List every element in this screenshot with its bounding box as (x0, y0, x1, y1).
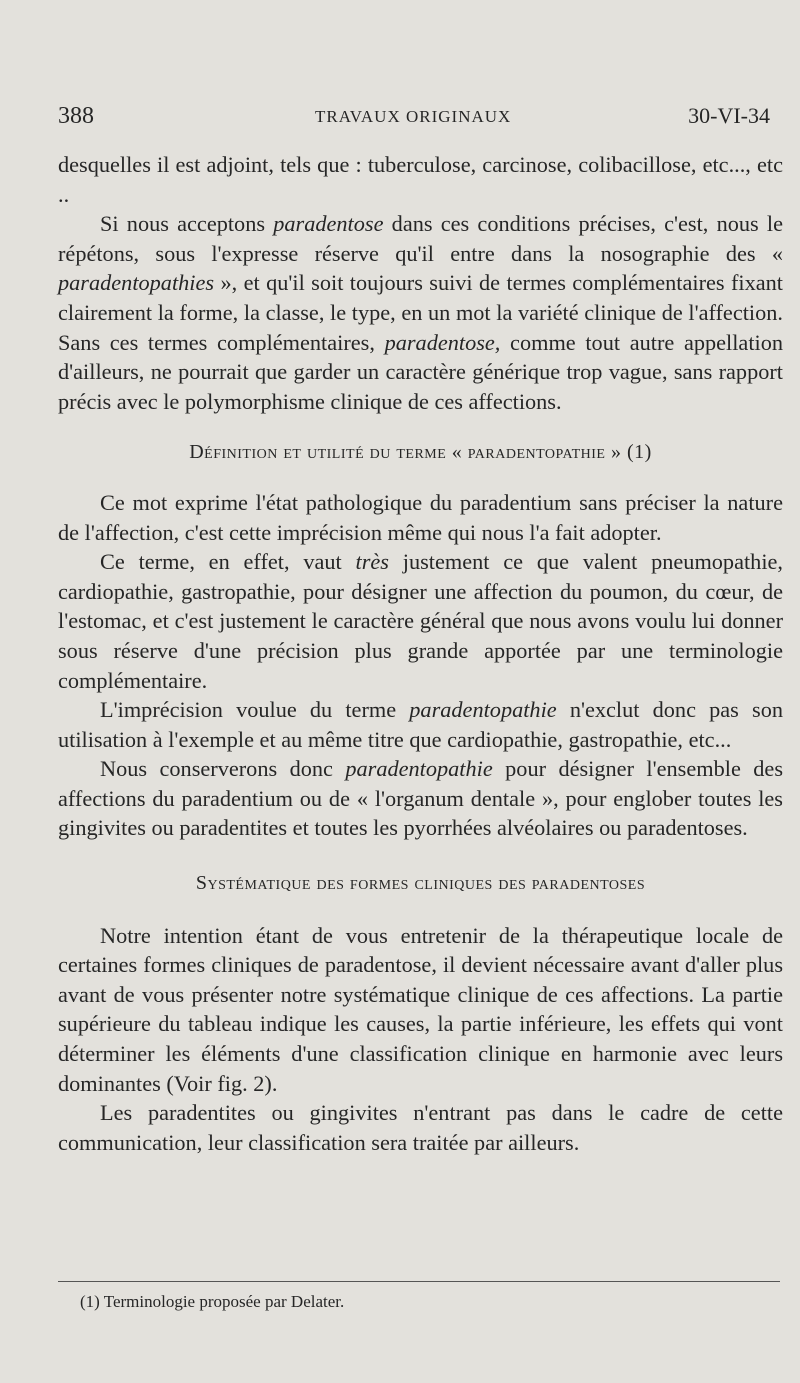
text-run: », et qu'il soit toujours suivi de termes complémentaires fixant clairement la forme, la classe, le type, en un mot la variété clinique de l'affection. Sans ces termes complémentaires, (58, 270, 783, 355)
text-run: dans ces conditions précises, c'est, nous le répétons, sous l'expresse réserve qu'il entre dans la nosographie des « (58, 211, 783, 266)
body-text (58, 150, 783, 1157)
section-heading: Systématique des formes cliniques des paradentoses (195, 872, 646, 895)
italic-term: paradentopathie (345, 756, 493, 782)
page-header (58, 103, 780, 133)
footnote-rule (58, 1281, 780, 1282)
text-run: Nous conserverons donc (100, 756, 346, 782)
text-run: Ce terme, en effet, vaut (100, 549, 356, 575)
page-number: 388 (58, 103, 94, 129)
italic-term: paradentose, (384, 329, 501, 355)
italic-term: paradentopathies (58, 270, 215, 296)
text-run: comme tout autre appellation d'ailleurs, ne pourrait que garder un caractère générique trop vague, sans rapport précis avec le polymorphisme clinique de ces affections. (58, 329, 783, 414)
section-heading: Définition et utilité du terme « paradentopathie » (1) (189, 441, 652, 464)
text-run: pour désigner l'ensemble des affections du paradentium ou de « l'organum dentale », pour englober toutes les gingivites ou paradentites et toutes les pyorrhées alvéolaires ou paradentoses. (58, 756, 783, 841)
paragraph: Ce mot exprime l'état pathologique du paradentium sans préciser la nature de l'affection, c'est cette imprécision même qui nous l'a fait adopter. (58, 489, 783, 545)
italic-term: très (355, 549, 389, 575)
text-run: Si nous acceptons (100, 211, 274, 237)
paragraph: desquelles il est adjoint, tels que : tuberculose, carcinose, colibacillose, etc..., etc .. (58, 152, 783, 207)
paragraph (58, 209, 783, 416)
paragraph (58, 547, 783, 695)
italic-term: paradentopathie (409, 697, 557, 723)
paragraph (58, 754, 783, 843)
issue-date: 30-VI-34 (688, 103, 770, 128)
text-run: justement ce que valent pneumopathie, cardiopathie, gastropathie, pour désigner une affection du poumon, du cœur, de l'estomac, et c'est justement le caractère général que nous avons voulu lui donner sous réserve d'une précision plus grande apportée par une terminologie complémentaire. (58, 549, 783, 693)
paragraph (58, 695, 783, 754)
paragraph: Notre intention étant de vous entretenir de la thérapeutique locale de certaines formes cliniques de paradentose, il devient nécessaire avant d'aller plus avant de vous présenter notre systématique clinique de ces affections. La partie supérieure du tableau indique les causes, la partie inférieure, les effets qui vont déterminer les éléments d'une classification clinique en harmonie avec leurs dominantes (Voir fig. 2). (58, 922, 783, 1096)
text-run: n'exclut donc pas son utilisation à l'exemple et au même titre que cardiopathie, gastropathie, etc... (58, 697, 783, 752)
italic-term: paradentose (273, 211, 384, 237)
text-run: L'imprécision voulue du terme (100, 697, 410, 723)
paragraph: Les paradentites ou gingivites n'entrant pas dans le cadre de cette communication, leur classification sera traitée par ailleurs. (58, 1100, 783, 1155)
footnote: (1) Terminologie proposée par Delater. (80, 1292, 345, 1311)
running-title: TRAVAUX ORIGINAUX (315, 107, 512, 126)
